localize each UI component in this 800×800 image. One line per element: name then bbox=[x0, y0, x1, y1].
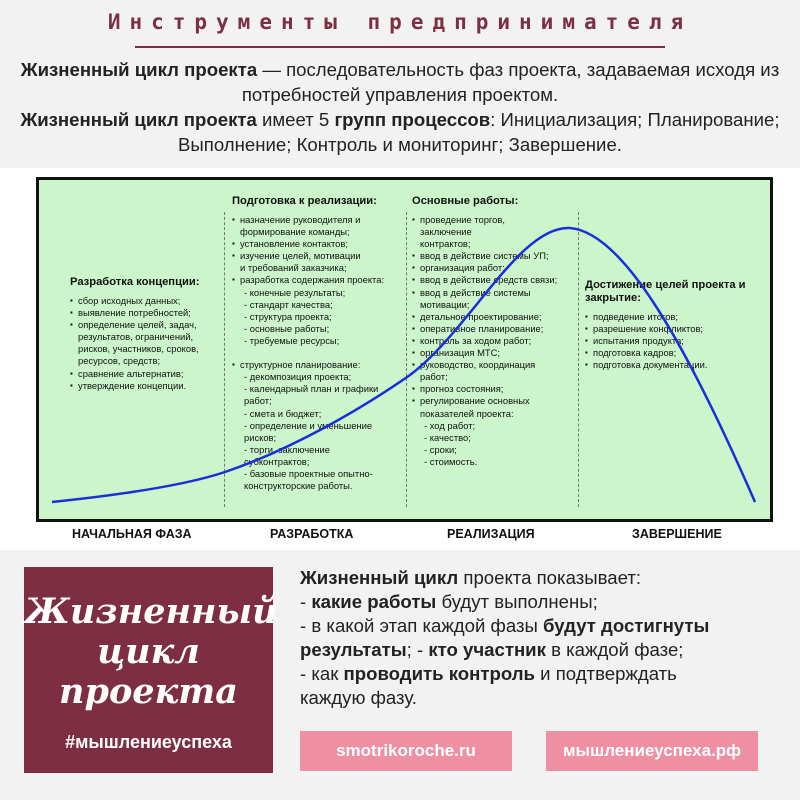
list-item: результатов, ограничений, bbox=[78, 331, 194, 343]
column-heading: Разработка концепции: bbox=[70, 276, 200, 288]
list-item: ▪ подведение итогов; bbox=[585, 311, 763, 323]
summary-text-part: - как bbox=[300, 663, 344, 684]
list-item: - сроки; bbox=[424, 443, 457, 455]
list-item: - требуемые ресурсы; bbox=[244, 334, 340, 346]
title-card-line: Жизненный bbox=[24, 591, 278, 632]
list-item: рисков; bbox=[244, 431, 277, 443]
title-card-line: цикл bbox=[97, 631, 200, 672]
intro-process-groups: групп процессов bbox=[334, 109, 491, 130]
column-heading: Основные работы: bbox=[412, 195, 519, 207]
list-item: конструкторские работы. bbox=[244, 480, 353, 492]
list-item: ▪ разработка содержания проекта: bbox=[232, 274, 404, 286]
hashtag: #мышлениеуспеха bbox=[65, 732, 232, 752]
summary-term: кто участник bbox=[428, 639, 546, 660]
list-item: ▪ оперативное планирование; bbox=[412, 323, 578, 335]
list-item: ▪ структурное планирование: bbox=[232, 359, 404, 371]
summary-text bbox=[300, 566, 790, 710]
summary-term: будут достигнуты bbox=[543, 615, 710, 636]
phase-label-completion: ЗАВЕРШЕНИЕ bbox=[632, 527, 722, 541]
summary-text-part: - bbox=[300, 591, 312, 612]
list-item: ▪ организация работ; bbox=[412, 262, 578, 274]
list-item: ▪ назначение руководителя и bbox=[232, 214, 404, 226]
summary-line bbox=[300, 638, 790, 662]
list-item: ▪ испытания продукта; bbox=[585, 335, 763, 347]
list-item: работ; bbox=[244, 395, 272, 407]
list-item: контрактов; bbox=[420, 238, 471, 250]
summary-line: каждую фазу. bbox=[300, 687, 417, 708]
lifecycle-curve bbox=[52, 228, 755, 502]
list-item: ▪ подготовка кадров; bbox=[585, 347, 763, 359]
list-item: ▪ установление контактов; bbox=[232, 238, 404, 250]
summary-term: какие работы bbox=[311, 591, 437, 612]
summary-line bbox=[300, 662, 790, 686]
list-item: ▪ изучение целей, мотивации bbox=[232, 250, 404, 262]
list-item: - определение и уменьшение bbox=[244, 419, 373, 431]
list-item: - смета и бюджет; bbox=[244, 407, 322, 419]
summary-text-part: и подтверждать bbox=[534, 663, 677, 684]
summary-text-part: проекта показывает: bbox=[458, 567, 642, 588]
list-item: - основные работы; bbox=[244, 322, 330, 334]
header-title: Инструменты предпринимателя bbox=[107, 10, 693, 34]
list-item: ▪ сбор исходных данных; bbox=[70, 295, 222, 307]
title-card-heading bbox=[24, 591, 278, 712]
intro-process-list: : Инициализация; Планирование; Выполнение; Контроль и мониторинг; Завершение. bbox=[178, 109, 780, 155]
list-item: ▪ детальное проектирование; bbox=[412, 311, 578, 323]
phase-label-initial: НАЧАЛЬНАЯ ФАЗА bbox=[72, 527, 192, 541]
list-item: - качество; bbox=[424, 431, 471, 443]
summary-line bbox=[300, 614, 790, 638]
phase-label-development: РАЗРАБОТКА bbox=[270, 527, 354, 541]
list-item: ▪ контроль за ходом работ; bbox=[412, 335, 578, 347]
list-item: ▪ разрешение конфликтов; bbox=[585, 323, 763, 335]
list-item: - конечные результаты; bbox=[244, 286, 346, 298]
phase-label-implementation: РЕАЛИЗАЦИЯ bbox=[447, 527, 535, 541]
list-item: - базовые проектные опытно- bbox=[244, 467, 373, 479]
summary-term: результаты bbox=[300, 639, 407, 660]
list-item: ▪ определение целей, задач, bbox=[70, 319, 222, 331]
summary-line bbox=[300, 590, 790, 614]
summary-term: проводить контроль bbox=[343, 663, 535, 684]
list-item: формирование команды; bbox=[240, 226, 350, 238]
intro-definition: — последовательность фаз проекта, задаваемая исходя из потребностей управления проектом. bbox=[241, 59, 780, 105]
summary-text-part: - в какой этап каждой фазы bbox=[300, 615, 544, 636]
list-item: субконтрактов; bbox=[244, 455, 310, 467]
intro-term-1: Жизненный цикл проекта bbox=[20, 59, 258, 80]
summary-text-part: ; - bbox=[406, 639, 429, 660]
list-item: рисков, участников, сроков, bbox=[78, 343, 199, 355]
column-heading: Достижение целей проекта и закрытие: bbox=[585, 279, 746, 304]
column-heading: Подготовка к реализации: bbox=[232, 195, 377, 207]
summary-text-part: будут выполнены; bbox=[436, 591, 598, 612]
list-item: ▪ прогноз состояния; bbox=[412, 383, 578, 395]
list-item: ▪ сравнение альтернатив; bbox=[70, 368, 222, 380]
list-item: - структура проекта; bbox=[244, 310, 332, 322]
list-item: ▪ ввод в действие средств связи; bbox=[412, 274, 578, 286]
summary-line bbox=[300, 566, 790, 590]
link-smotrikoroche[interactable]: smotrikoroche.ru bbox=[300, 731, 512, 771]
list-item: - стандарт качества; bbox=[244, 298, 333, 310]
list-item: ▪ выявление потребностей; bbox=[70, 307, 222, 319]
list-item: и требований заказчика; bbox=[240, 262, 347, 274]
list-item: ▪ утверждение концепции. bbox=[70, 380, 222, 392]
list-item: - торги, заключение bbox=[244, 443, 330, 455]
link-myshlenieuspekha[interactable]: мышлениеуспеха.рф bbox=[546, 731, 758, 771]
list-item: ▪ проведение торгов, bbox=[412, 214, 578, 226]
list-item: ▪ организация МТС; bbox=[412, 347, 578, 359]
list-item: ▪ ввод в действие системы bbox=[412, 287, 578, 299]
list-item: работ; bbox=[420, 371, 448, 383]
list-item: - декомпозиция проекта; bbox=[244, 371, 352, 383]
list-item: - стоимость. bbox=[424, 455, 478, 467]
intro-mid: имеет 5 bbox=[256, 109, 335, 130]
list-item: ▪ подготовка документации. bbox=[585, 359, 763, 371]
title-card-line: проекта bbox=[59, 671, 238, 712]
list-item: заключение bbox=[420, 226, 472, 238]
list-item: мотивации; bbox=[420, 298, 470, 310]
intro-term-2: Жизненный цикл проекта bbox=[20, 109, 257, 130]
list-item: - ход работ; bbox=[424, 419, 476, 431]
list-item: ресурсов, средств; bbox=[78, 355, 161, 367]
list-item: ▪ ввод в действие системы УП; bbox=[412, 250, 578, 262]
summary-text-part: в каждой фазе; bbox=[545, 639, 684, 660]
list-item: ▪ регулирование основных bbox=[412, 395, 578, 407]
summary-term: Жизненный цикл bbox=[300, 567, 459, 588]
list-item: ▪ руководство, координация bbox=[412, 359, 578, 371]
list-item: - календарный план и графики bbox=[244, 383, 379, 395]
list-item: показателей проекта: bbox=[420, 407, 514, 419]
